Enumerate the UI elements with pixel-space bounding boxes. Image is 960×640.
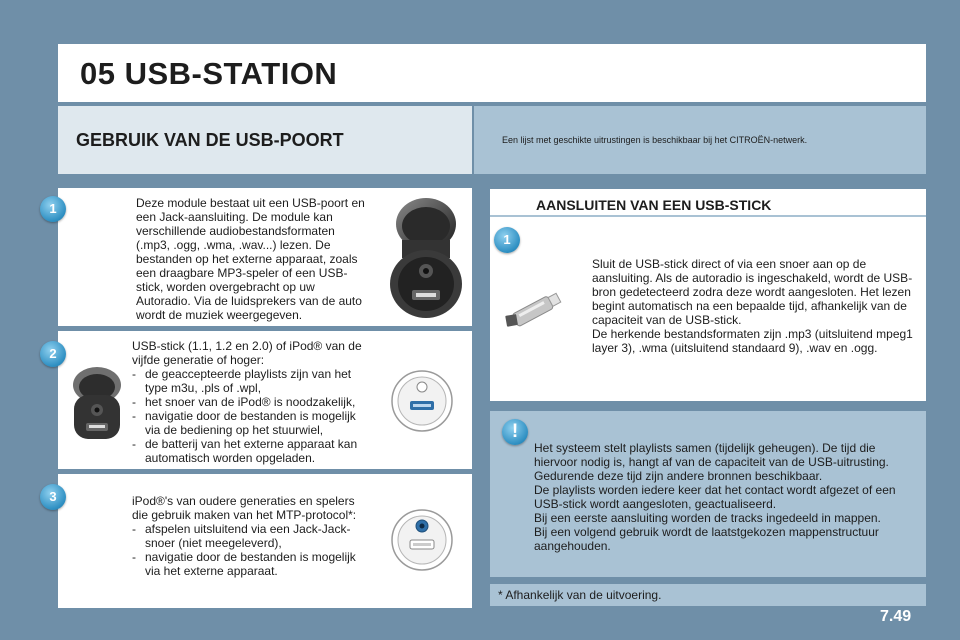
list-item: - de batterij van het externe apparaat kan automatisch worden opgeladen. <box>132 437 372 465</box>
older-devices-intro: iPod®'s van oudere generaties en spelers die gebruik maken van het MTP-protocol*: <box>132 494 357 522</box>
compatibility-intro: USB-stick (1.1, 1.2 en 2.0) of iPod® van de vijfde generatie of hoger: <box>132 339 362 367</box>
step-badge-2: 2 <box>40 341 66 367</box>
older-devices-list <box>132 494 372 578</box>
usb-stick-instructions: Sluit de USB-stick direct of via een snoer aan op de aansluiting. Als de autoradio is ingeschakeld, wordt de USB-bron gedetecteerd zodra deze wordt aangesloten. Het lezen begint automatisch na een bepaalde tijd, afhankelijk van de capaciteit van de USB-stick. De herkende bestandsformaten zijn .mp3 (uitsluitend mpeg1 layer 3), .wma (uitsluitend standaard 9), .wav en .ogg. <box>592 257 913 355</box>
section-header <box>58 106 472 174</box>
older-devices-box <box>49 474 472 608</box>
usb-module-box <box>49 188 472 326</box>
step-badge-1: 1 <box>494 227 520 253</box>
usb-jack-module-open-icon <box>386 194 466 322</box>
warning-text: Het systeem stelt playlists samen (tijdelijk geheugen). De tijd die hiervoor nodig is, hangt af van de capaciteit van de USB-uitrusting. Gedurende deze tijd zijn andere bronnen beschikbaar. De playlists worden iedere keer dat het contact wordt afgezet of een USB-stick wordt aangesloten, geactualiseerd. Bij een eerste aansluiting worden de tracks ingedeeld in mappen. Bij een volgend gebruik wordt de laatstgekozen mappenstructuur aangehouden. <box>534 441 896 553</box>
usb-stick-icon <box>504 287 566 331</box>
compatibility-box <box>49 331 472 469</box>
warning-icon: ! <box>502 419 528 445</box>
list-item: - navigatie door de bestanden is mogelijk via de bediening op het stuurwiel, <box>132 409 372 437</box>
title-divider <box>490 215 926 217</box>
usb-jack-module-icon <box>68 365 126 447</box>
step-badge-1: 1 <box>40 196 66 222</box>
jack-port-drawing-icon <box>390 508 454 572</box>
list-item: - navigatie door de bestanden is mogelijk via het externe apparaat. <box>132 550 372 578</box>
list-item: - het snoer van de iPod® is noodzakelijk, <box>132 395 372 409</box>
list-item: - afspelen uitsluitend via een Jack-Jack-snoer (niet meegeleverd), <box>132 522 372 550</box>
step-badge-3: 3 <box>40 484 66 510</box>
chapter-header <box>58 44 926 102</box>
warning-box <box>490 411 926 577</box>
network-note: Een lijst met geschikte uitrustingen is beschikbaar bij het CITROËN-netwerk. <box>502 135 808 145</box>
footnote-box <box>490 584 926 606</box>
list-item: - de geaccepteerde playlists zijn van het type m3u, .pls of .wpl, <box>132 367 372 395</box>
usb-stick-box <box>490 189 926 401</box>
usb-module-description: Deze module bestaat uit een USB-poort en een Jack-aansluiting. De module kan verschillende audiobestandsformaten (.mp3, .ogg, .wma, .wav...) lezen. De bestanden op het externe apparaat, zoals een draagbare MP3-speler of een USB-stick, worden overgebracht op uw Autoradio. Via de luidsprekers van de auto wordt de muziek weergegeven. <box>136 196 365 322</box>
chapter-title: 05 USB-STATION <box>80 56 338 91</box>
footnote: * Afhankelijk van de uitvoering. <box>498 588 662 602</box>
network-note-panel <box>474 106 926 174</box>
usb-port-drawing-icon <box>390 369 454 433</box>
usb-stick-title: AANSLUITEN VAN EEN USB-STICK <box>536 197 772 213</box>
section-title: GEBRUIK VAN DE USB-POORT <box>76 130 344 150</box>
page-number: 7.49 <box>880 608 912 625</box>
compatibility-list <box>132 339 372 465</box>
